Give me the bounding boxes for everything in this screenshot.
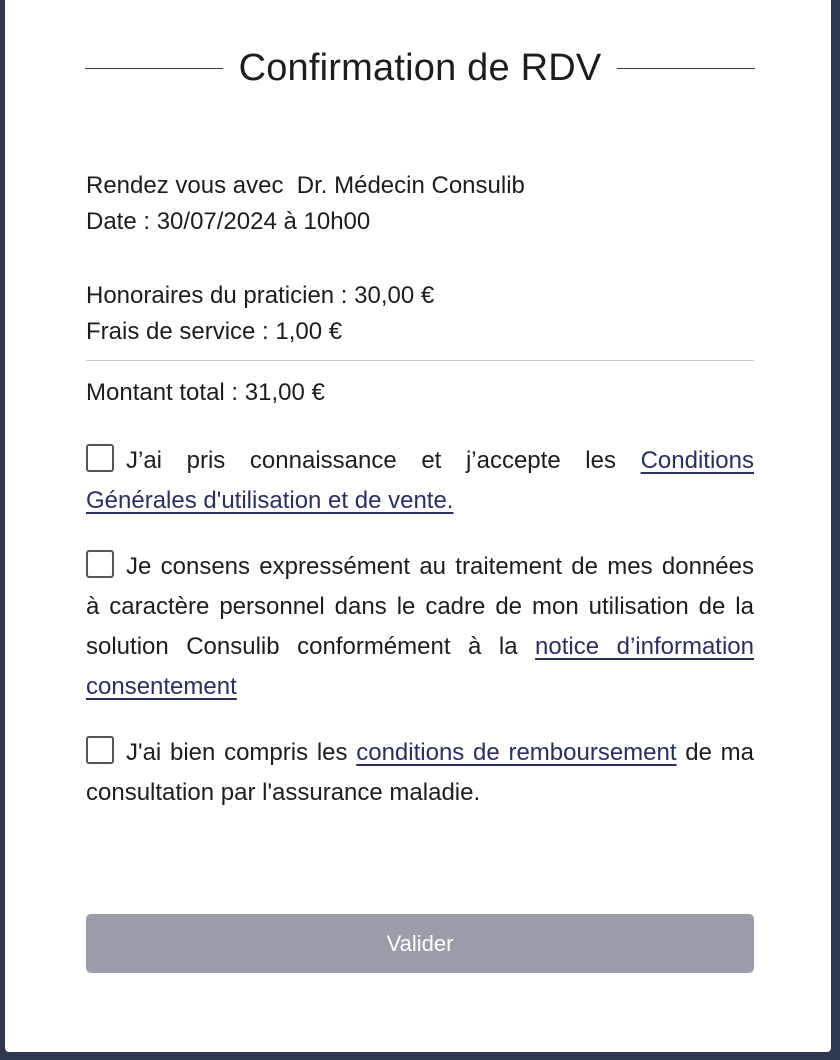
cgu-text: J’ai pris connaissance et j’accepte les (126, 447, 641, 474)
consent-data (86, 547, 754, 707)
title-divider-right (617, 68, 755, 69)
appointment-info (86, 168, 754, 240)
modal-header (85, 38, 755, 98)
title-divider-left (85, 68, 223, 69)
practitioner-fees: Honoraires du praticien : 30,00 € (86, 282, 435, 309)
cgu-checkbox[interactable] (86, 444, 114, 472)
validate-button[interactable]: Valider (86, 914, 754, 973)
cgu-link[interactable]: Conditions Générales d'utilisation et de vente. (86, 447, 754, 514)
modal-title: Confirmation de RDV (238, 46, 602, 89)
date-line: Date : 30/07/2024 à 10h00 (86, 208, 371, 235)
modal-top-edge (5, 0, 831, 6)
data-consent-checkbox[interactable] (86, 550, 114, 578)
modal-content (86, 168, 754, 813)
refund-checkbox[interactable] (86, 736, 114, 764)
appointment-confirmation-modal (5, 0, 831, 1052)
refund-text-after: de ma consultation par l'assurance maladie. (86, 739, 755, 806)
total-divider (86, 360, 754, 361)
data-consent-link[interactable]: notice d’information consentement (86, 633, 754, 700)
doctor-line: Rendez vous avec Dr. Médecin Consulib (86, 172, 525, 199)
consent-refund (86, 733, 754, 813)
service-fees: Frais de service : 1,00 € (86, 318, 343, 345)
pricing-info (86, 278, 754, 350)
refund-link[interactable]: conditions de remboursement (356, 739, 677, 766)
consent-cgu (86, 441, 754, 521)
total-amount: Montant total : 31,00 € (86, 379, 325, 406)
data-consent-text: Je consens expressément au traitement de mes données à caractère personnel dans le cadre de mon utilisation de la solution Consulib conformément à la (86, 553, 754, 660)
refund-text: J'ai bien compris les (126, 739, 357, 766)
